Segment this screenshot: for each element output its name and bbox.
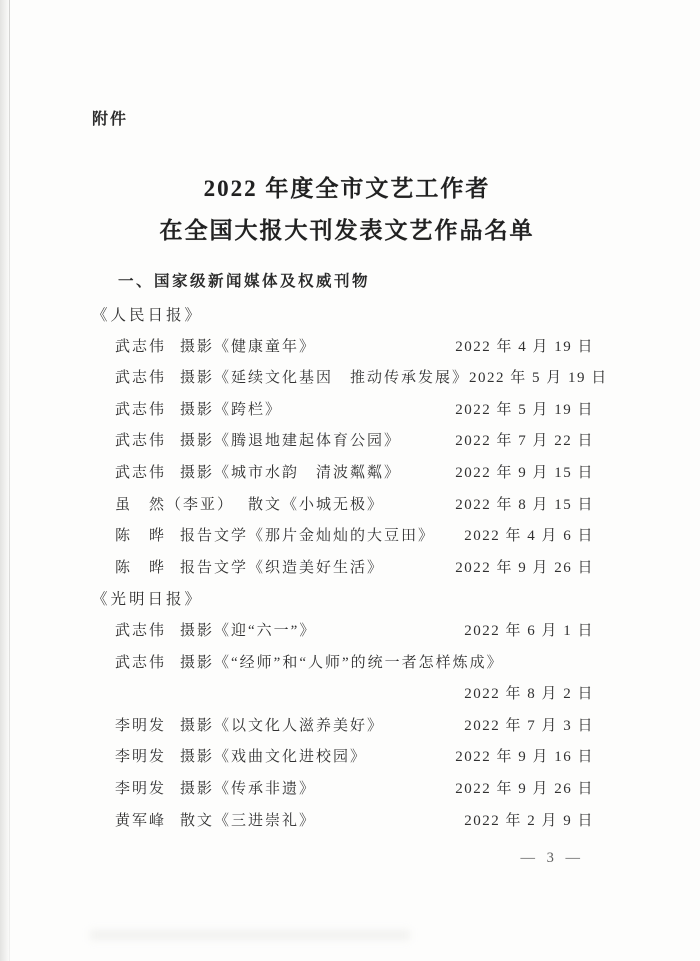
work-title: 摄影《以文化人滋养美好》 [180, 717, 385, 734]
document-title [0, 168, 694, 252]
attachment-label: 附件 [92, 111, 129, 128]
work-title: 摄影《传承非遗》 [180, 780, 317, 797]
work-title: 摄影《延续文化基因 推动传承发展》 [180, 370, 470, 387]
entry-row [0, 616, 700, 648]
entry-date-line [0, 679, 700, 711]
author-name: 李明发 [115, 780, 167, 797]
entry-text [115, 711, 384, 743]
entry-row [0, 363, 700, 395]
entry-row [0, 711, 700, 743]
page-number: — 3 — [520, 850, 584, 866]
publish-date: 2022 年 9 月 15 日 [455, 464, 594, 481]
entry-text [115, 363, 469, 395]
entry-text [115, 742, 367, 774]
entry-row [0, 426, 700, 458]
work-title: 报告文学《织造美好生活》 [180, 559, 385, 576]
author-name: 陈 晔 [115, 559, 167, 576]
entry-text [115, 774, 316, 806]
work-title: 摄影《“经师”和“人师”的统一者怎样炼成》 [180, 654, 504, 671]
author-name: 武志伟 [115, 622, 167, 639]
publish-date: 2022 年 9 月 26 日 [455, 559, 594, 576]
publish-date: 2022 年 7 月 3 日 [464, 717, 594, 734]
entry-row [0, 648, 700, 680]
publication-name: 《人民日报》 [92, 307, 204, 324]
author-name: 武志伟 [115, 401, 167, 418]
author-name: 陈 晔 [115, 528, 167, 545]
entry-text [115, 458, 401, 490]
entry-row [0, 458, 700, 490]
entry-text [115, 616, 316, 648]
publish-date: 2022 年 8 月 2 日 [464, 686, 594, 703]
author-name: 武志伟 [115, 654, 167, 671]
publish-date: 2022 年 2 月 9 日 [464, 812, 594, 829]
entry-row [0, 332, 700, 364]
work-title: 摄影《跨栏》 [180, 401, 283, 418]
entry-text [115, 395, 282, 427]
author-name: 武志伟 [115, 464, 167, 481]
publish-date: 2022 年 4 月 6 日 [464, 528, 594, 545]
document-title-line2: 在全国大报大刊发表文艺作品名单 [159, 218, 535, 243]
entry-text [115, 648, 504, 680]
publish-date: 2022 年 4 月 19 日 [455, 338, 594, 355]
entry-row [0, 521, 700, 553]
publish-date: 2022 年 8 月 15 日 [455, 496, 594, 513]
author-name: 武志伟 [115, 433, 167, 450]
entries-area [0, 300, 700, 837]
publication-name: 《光明日报》 [92, 591, 204, 609]
entry-row [0, 806, 700, 838]
section-heading: 一、国家级新闻媒体及权威刊物 [118, 273, 371, 290]
entry-text [115, 490, 384, 522]
entry-row [0, 742, 700, 774]
entry-text [115, 426, 401, 458]
entry-row [0, 553, 700, 585]
document-title-line1: 2022 年度全市文艺工作者 [203, 176, 491, 201]
author-name: 李明发 [115, 749, 167, 766]
work-title: 摄影《城市水韵 清波粼粼》 [180, 464, 402, 481]
entry-text [115, 806, 316, 838]
publish-date: 2022 年 5 月 19 日 [469, 370, 608, 387]
scan-smudge [90, 930, 410, 940]
work-title: 摄影《腾退地建起体育公园》 [180, 433, 402, 450]
author-name: 武志伟 [115, 338, 167, 355]
entry-row [0, 490, 700, 522]
work-title: 摄影《戏曲文化进校园》 [180, 749, 368, 766]
entry-text [115, 553, 384, 585]
publish-date: 2022 年 5 月 19 日 [455, 401, 594, 418]
work-title: 摄影《迎“六一”》 [180, 622, 317, 639]
entry-row [0, 395, 700, 427]
entry-text [115, 521, 435, 553]
work-title: 摄影《健康童年》 [180, 338, 317, 355]
publish-date: 2022 年 6 月 1 日 [464, 622, 594, 639]
publish-date: 2022 年 7 月 22 日 [455, 433, 594, 450]
entry-row [0, 774, 700, 806]
entry-text [115, 332, 316, 364]
work-title: 散文《小城无极》 [248, 496, 385, 513]
author-name: 黄军峰 [115, 812, 167, 829]
publish-date: 2022 年 9 月 26 日 [455, 780, 594, 797]
author-name: 武志伟 [115, 370, 167, 387]
work-title: 报告文学《那片金灿灿的大豆田》 [180, 528, 436, 545]
author-name: 李明发 [115, 717, 167, 734]
publish-date: 2022 年 9 月 16 日 [455, 749, 594, 766]
work-title: 散文《三进崇礼》 [180, 812, 317, 829]
author-name: 虽 然（李亚） [115, 496, 235, 513]
